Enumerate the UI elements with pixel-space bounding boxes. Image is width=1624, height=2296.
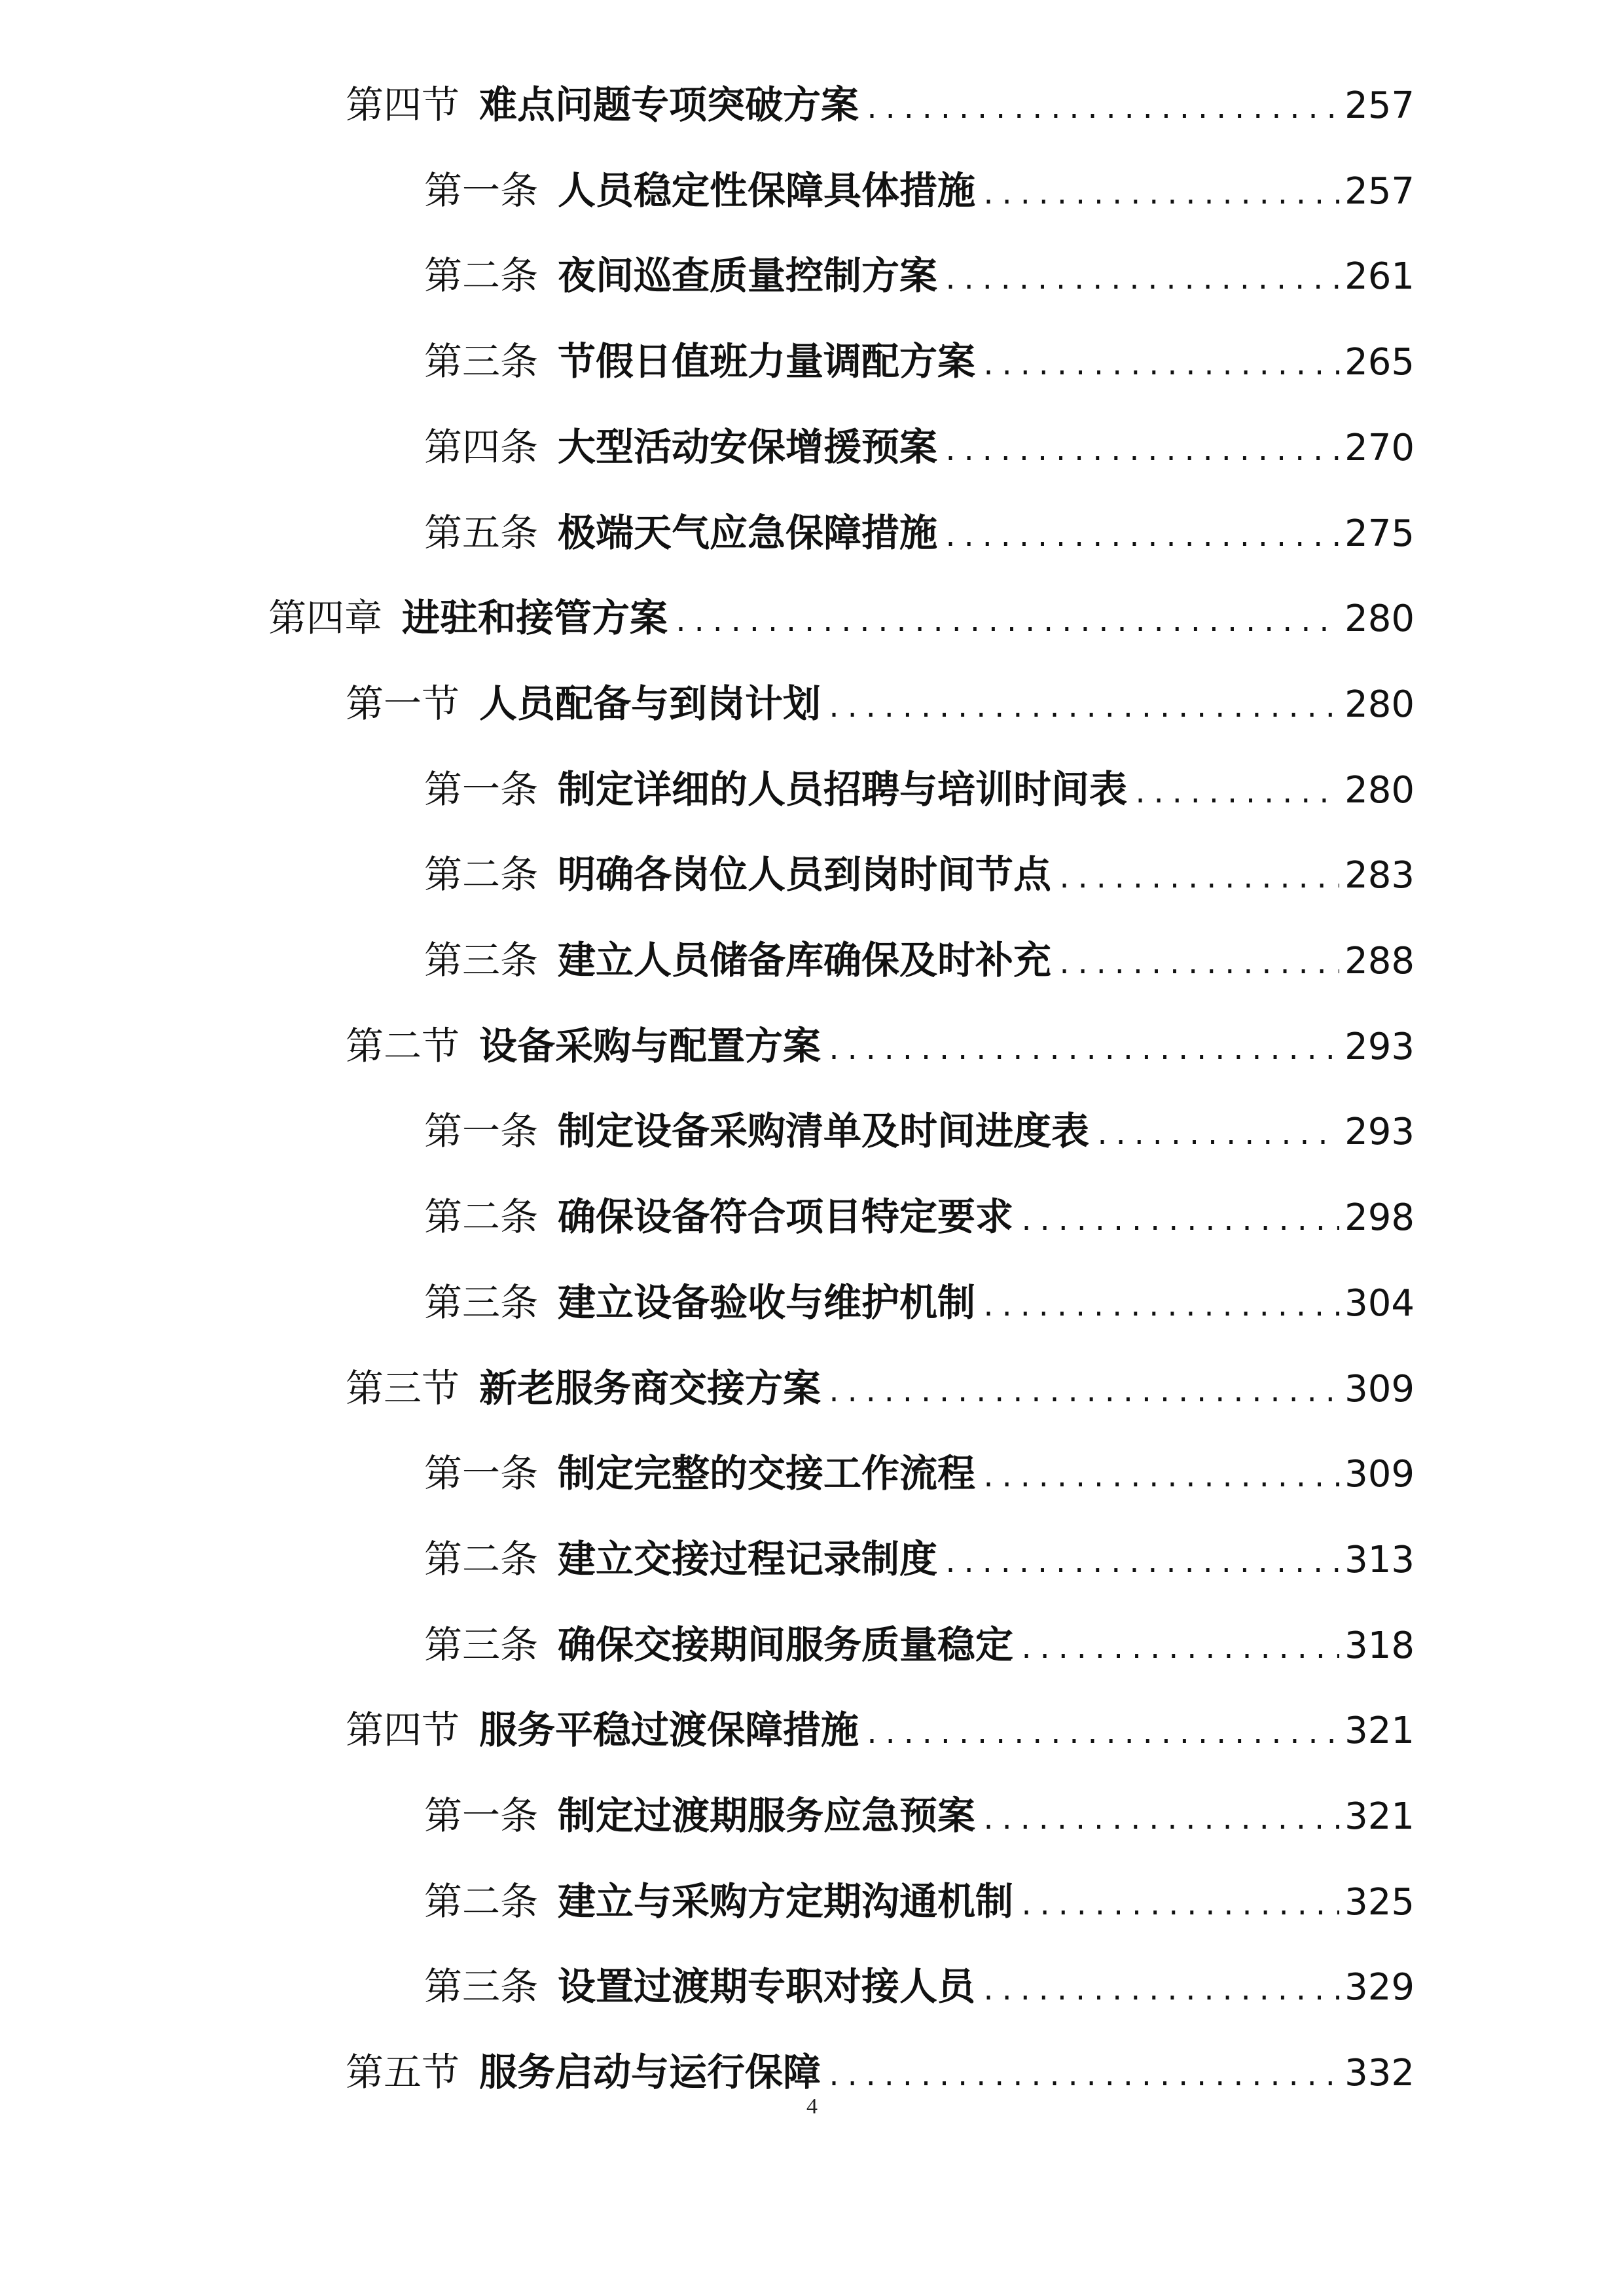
toc-dot-leader [943,1528,1339,1595]
toc-dot-leader [943,416,1339,483]
toc-entry-page-number: 321 [1344,1710,1415,1752]
toc-entry-article[interactable] [424,1950,1415,2022]
toc-entry-article[interactable] [424,1437,1415,1509]
toc-entry-title: 夜间巡查质量控制方案 [558,253,938,298]
toc-entry-page-number: 275 [1344,512,1415,555]
toc-entry-title: 制定完整的交接工作流程 [558,1451,976,1496]
toc-entry-article[interactable] [424,497,1415,569]
toc-entry-page-number: 309 [1344,1453,1415,1496]
toc-entry-page-number: 283 [1344,854,1415,897]
toc-entry-title: 节假日值班力量调配方案 [558,339,976,384]
toc-entry-article[interactable] [424,154,1415,226]
toc-entry-label: 第五条 [424,511,539,555]
toc-dot-leader [981,1784,1339,1852]
toc-entry-page-number: 261 [1344,255,1415,298]
toc-entry-title: 确保交接期间服务质量稳定 [558,1623,1014,1667]
toc-entry-label: 第一条 [424,1109,539,1153]
toc-entry-page-number: 280 [1344,683,1415,726]
toc-entry-chapter[interactable] [268,582,1415,654]
toc-entry-article[interactable] [424,1523,1415,1595]
toc-entry-title: 明确各岗位人员到岗时间节点 [558,852,1052,897]
toc-entry-section[interactable] [346,1352,1415,1424]
toc-entry-label: 第四节 [346,82,460,127]
toc-entry-label: 第二条 [424,253,539,298]
toc-entry-page-number: 313 [1344,1539,1415,1581]
toc-entry-page-number: 325 [1344,1881,1415,1924]
toc-entry-label: 第三条 [424,339,539,384]
toc-entry-page-number: 332 [1344,2052,1415,2094]
page-number: 4 [806,2094,818,2119]
toc-entry-article[interactable] [424,411,1415,483]
toc-dot-leader [981,1955,1339,2022]
toc-entry-article[interactable] [424,838,1415,910]
toc-dot-leader [981,1271,1339,1338]
toc-entry-label: 第三条 [424,938,539,982]
toc-entry-label: 第一条 [424,1451,539,1496]
toc-entry-article[interactable] [424,325,1415,397]
toc-entry-label: 第二条 [424,1537,539,1581]
toc-dot-leader [826,1357,1339,1424]
toc-dot-leader [826,672,1339,740]
toc-entry-title: 建立人员储备库确保及时补充 [558,938,1052,982]
toc-dot-leader [1056,843,1339,910]
toc-entry-article[interactable] [424,1095,1415,1167]
toc-entry-article[interactable] [424,1609,1415,1681]
toc-dot-leader [864,1698,1339,1766]
toc-entry-page-number: 329 [1344,1966,1415,2009]
toc-dot-leader [1056,929,1339,996]
toc-dot-leader [1019,1613,1339,1681]
toc-entry-article[interactable] [424,1865,1415,1937]
toc-entry-title: 人员稳定性保障具体措施 [558,168,976,213]
toc-entry-page-number: 304 [1344,1282,1415,1325]
toc-entry-page-number: 321 [1344,1795,1415,1838]
toc-dot-leader [1019,1185,1339,1253]
toc-entry-title: 建立与采购方定期沟通机制 [558,1879,1014,1924]
toc-entry-section[interactable] [346,69,1415,141]
toc-dot-leader [981,159,1339,226]
toc-entry-title: 极端天气应急保障措施 [558,511,938,555]
toc-entry-title: 服务平稳过渡保障措施 [479,1708,859,1752]
toc-entry-title: 建立设备验收与维护机制 [558,1280,976,1325]
toc-entry-page-number: 257 [1344,84,1415,127]
toc-entry-title: 服务启动与运行保障 [479,2050,821,2094]
toc-dot-leader [673,586,1339,654]
toc-entry-article[interactable] [424,1181,1415,1253]
toc-entry-title: 人员配备与到岗计划 [479,681,821,726]
toc-entry-label: 第四条 [424,425,539,469]
toc-dot-leader [1094,1100,1339,1167]
toc-entry-page-number: 293 [1344,1026,1415,1068]
toc-entry-page-number: 270 [1344,427,1415,469]
toc-entry-label: 第三条 [424,1964,539,2009]
toc-entry-page-number: 288 [1344,940,1415,982]
toc-entry-page-number: 298 [1344,1196,1415,1239]
toc-entry-title: 制定过渡期服务应急预案 [558,1793,976,1838]
toc-entry-label: 第三条 [424,1623,539,1667]
toc-entry-title: 制定设备采购清单及时间进度表 [558,1109,1090,1153]
toc-dot-leader [943,244,1339,312]
toc-entry-section[interactable] [346,1010,1415,1082]
toc-entry-label: 第二节 [346,1024,460,1068]
toc-entry-label: 第二条 [424,1879,539,1924]
toc-entry-title: 确保设备符合项目特定要求 [558,1194,1014,1239]
toc-entry-label: 第五节 [346,2050,460,2094]
toc-entry-article[interactable] [424,240,1415,312]
toc-entry-label: 第一条 [424,1793,539,1838]
toc-entry-title: 新老服务商交接方案 [479,1366,821,1410]
toc-dot-leader [1132,758,1339,825]
toc-entry-page-number: 265 [1344,341,1415,384]
toc-dot-leader [943,501,1339,569]
toc-dot-leader [826,1014,1339,1082]
toc-dot-leader [1019,1870,1339,1937]
toc-entry-page-number: 280 [1344,598,1415,640]
toc-entry-page-number: 293 [1344,1111,1415,1153]
toc-entry-label: 第一条 [424,767,539,812]
toc-entry-label: 第一节 [346,681,460,726]
toc-entry-title: 大型活动安保增援预案 [558,425,938,469]
toc-entry-title: 设置过渡期专职对接人员 [558,1964,976,2009]
toc-entry-label: 第二条 [424,852,539,897]
toc-entry-article[interactable] [424,1266,1415,1338]
toc-entry-title: 建立交接过程记录制度 [558,1537,938,1581]
toc-entry-label: 第一条 [424,168,539,213]
toc-entry-label: 第三条 [424,1280,539,1325]
toc-entry-page-number: 280 [1344,769,1415,812]
toc-dot-leader [981,330,1339,397]
toc-entry-title: 设备采购与配置方案 [479,1024,821,1068]
toc-entry-article[interactable] [424,753,1415,825]
toc-entry-label: 第三节 [346,1366,460,1410]
toc-entry-label: 第四节 [346,1708,460,1752]
toc-entry-label: 第四章 [268,596,383,640]
toc-entry-article[interactable] [424,1780,1415,1852]
toc-entry-title: 制定详细的人员招聘与培训时间表 [558,767,1128,812]
toc-entry-page-number: 257 [1344,170,1415,213]
toc-entry-section[interactable] [346,668,1415,740]
toc-entry-page-number: 318 [1344,1624,1415,1667]
toc-entry-title: 难点问题专项突破方案 [479,82,859,127]
toc-entry-page-number: 309 [1344,1368,1415,1410]
toc-dot-leader [981,1442,1339,1509]
toc-entry-label: 第二条 [424,1194,539,1239]
toc-entry-section[interactable] [346,1694,1415,1766]
toc-entry-article[interactable] [424,924,1415,996]
toc-entry-title: 进驻和接管方案 [402,596,668,640]
toc-dot-leader [864,73,1339,141]
